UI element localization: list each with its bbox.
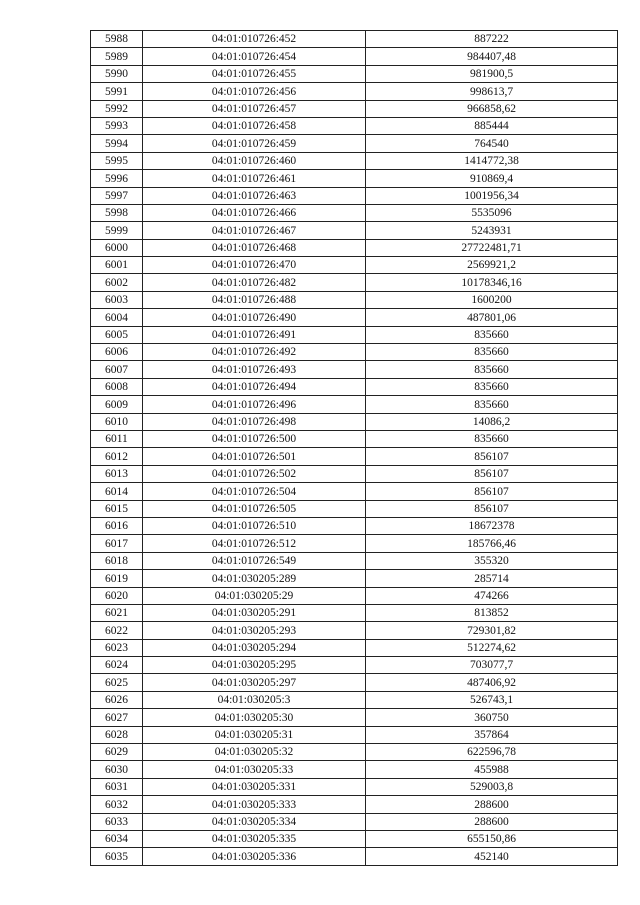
cadastral-value-cell: 285714 xyxy=(366,570,618,587)
table-row xyxy=(91,674,618,691)
cadastral-value-cell: 887222 xyxy=(366,31,618,48)
cadastral-number-cell: 04:01:010726:467 xyxy=(143,222,366,239)
cadastral-value-cell: 856107 xyxy=(366,500,618,517)
row-number-cell: 6035 xyxy=(91,848,143,865)
cadastral-number-cell: 04:01:010726:502 xyxy=(143,465,366,482)
cadastral-number-cell: 04:01:010726:456 xyxy=(143,83,366,100)
table-row xyxy=(91,517,618,534)
table-row xyxy=(91,587,618,604)
cadastral-value-cell: 288600 xyxy=(366,796,618,813)
cadastral-value-cell: 474266 xyxy=(366,587,618,604)
table-row xyxy=(91,187,618,204)
row-number-cell: 5992 xyxy=(91,100,143,117)
row-number-cell: 6016 xyxy=(91,517,143,534)
cadastral-value-cell: 360750 xyxy=(366,709,618,726)
row-number-cell: 6028 xyxy=(91,726,143,743)
cadastral-value-cell: 835660 xyxy=(366,361,618,378)
cadastral-number-cell: 04:01:010726:461 xyxy=(143,170,366,187)
cadastral-number-cell: 04:01:010726:459 xyxy=(143,135,366,152)
cadastral-number-cell: 04:01:010726:455 xyxy=(143,65,366,82)
row-number-cell: 6019 xyxy=(91,570,143,587)
cadastral-value-cell: 18672378 xyxy=(366,517,618,534)
cadastral-number-cell: 04:01:030205:32 xyxy=(143,744,366,761)
table-row xyxy=(91,691,618,708)
row-number-cell: 6002 xyxy=(91,274,143,291)
cadastral-number-cell: 04:01:030205:331 xyxy=(143,778,366,795)
cadastral-value-cell: 526743,1 xyxy=(366,691,618,708)
cadastral-value-cell: 355320 xyxy=(366,552,618,569)
row-number-cell: 6020 xyxy=(91,587,143,604)
table-row xyxy=(91,830,618,847)
cadastral-value-cell: 5243931 xyxy=(366,222,618,239)
cadastral-number-cell: 04:01:010726:470 xyxy=(143,257,366,274)
row-number-cell: 6008 xyxy=(91,378,143,395)
cadastral-number-cell: 04:01:010726:498 xyxy=(143,413,366,430)
row-number-cell: 6004 xyxy=(91,309,143,326)
cadastral-value-cell: 1001956,34 xyxy=(366,187,618,204)
table-row xyxy=(91,344,618,361)
table-row xyxy=(91,570,618,587)
table-row xyxy=(91,239,618,256)
cadastral-value-cell: 856107 xyxy=(366,483,618,500)
row-number-cell: 6003 xyxy=(91,291,143,308)
cadastral-value-cell: 856107 xyxy=(366,448,618,465)
row-number-cell: 6000 xyxy=(91,239,143,256)
cadastral-number-cell: 04:01:030205:336 xyxy=(143,848,366,865)
cadastral-value-cell: 835660 xyxy=(366,326,618,343)
cadastral-value-cell: 835660 xyxy=(366,344,618,361)
cadastral-number-cell: 04:01:030205:33 xyxy=(143,761,366,778)
table-row xyxy=(91,465,618,482)
row-number-cell: 6010 xyxy=(91,413,143,430)
cadastral-value-cell: 512274,62 xyxy=(366,639,618,656)
row-number-cell: 6024 xyxy=(91,657,143,674)
cadastral-value-cell: 981900,5 xyxy=(366,65,618,82)
table-row xyxy=(91,326,618,343)
cadastral-number-cell: 04:01:030205:335 xyxy=(143,830,366,847)
cadastral-number-cell: 04:01:030205:30 xyxy=(143,709,366,726)
table-row xyxy=(91,117,618,134)
cadastral-value-cell: 835660 xyxy=(366,430,618,447)
cadastral-value-cell: 357864 xyxy=(366,726,618,743)
row-number-cell: 5995 xyxy=(91,152,143,169)
row-number-cell: 6014 xyxy=(91,483,143,500)
cadastral-number-cell: 04:01:030205:333 xyxy=(143,796,366,813)
cadastral-value-cell: 185766,46 xyxy=(366,535,618,552)
table-row xyxy=(91,274,618,291)
cadastral-number-cell: 04:01:010726:494 xyxy=(143,378,366,395)
row-number-cell: 6031 xyxy=(91,778,143,795)
row-number-cell: 6027 xyxy=(91,709,143,726)
row-number-cell: 6022 xyxy=(91,622,143,639)
table-row xyxy=(91,222,618,239)
table-row xyxy=(91,483,618,500)
cadastral-number-cell: 04:01:030205:291 xyxy=(143,604,366,621)
cadastral-value-cell: 966858,62 xyxy=(366,100,618,117)
cadastral-number-cell: 04:01:010726:468 xyxy=(143,239,366,256)
row-number-cell: 5988 xyxy=(91,31,143,48)
row-number-cell: 6025 xyxy=(91,674,143,691)
cadastral-value-cell: 487801,06 xyxy=(366,309,618,326)
cadastral-number-cell: 04:01:030205:293 xyxy=(143,622,366,639)
table-row xyxy=(91,170,618,187)
row-number-cell: 5996 xyxy=(91,170,143,187)
cadastral-number-cell: 04:01:010726:500 xyxy=(143,430,366,447)
row-number-cell: 6012 xyxy=(91,448,143,465)
table-row xyxy=(91,413,618,430)
row-number-cell: 6030 xyxy=(91,761,143,778)
row-number-cell: 5997 xyxy=(91,187,143,204)
row-number-cell: 6032 xyxy=(91,796,143,813)
cadastral-number-cell: 04:01:010726:466 xyxy=(143,204,366,221)
cadastral-number-cell: 04:01:030205:294 xyxy=(143,639,366,656)
table-row xyxy=(91,848,618,865)
table-row xyxy=(91,552,618,569)
table-row xyxy=(91,726,618,743)
cadastral-number-cell: 04:01:010726:493 xyxy=(143,361,366,378)
cadastral-number-cell: 04:01:010726:501 xyxy=(143,448,366,465)
table-row xyxy=(91,622,618,639)
table-row xyxy=(91,500,618,517)
cadastral-value-cell: 703077,7 xyxy=(366,657,618,674)
cadastral-value-cell: 2569921,2 xyxy=(366,257,618,274)
table-row xyxy=(91,535,618,552)
cadastral-number-cell: 04:01:010726:490 xyxy=(143,309,366,326)
cadastral-value-cell: 998613,7 xyxy=(366,83,618,100)
row-number-cell: 6013 xyxy=(91,465,143,482)
table-row xyxy=(91,257,618,274)
cadastral-number-cell: 04:01:010726:512 xyxy=(143,535,366,552)
row-number-cell: 5993 xyxy=(91,117,143,134)
cadastral-value-cell: 10178346,16 xyxy=(366,274,618,291)
cadastral-number-cell: 04:01:010726:460 xyxy=(143,152,366,169)
cadastral-value-cell: 288600 xyxy=(366,813,618,830)
cadastral-value-cell: 764540 xyxy=(366,135,618,152)
cadastral-value-cell: 14086,2 xyxy=(366,413,618,430)
table-row xyxy=(91,744,618,761)
row-number-cell: 6033 xyxy=(91,813,143,830)
table-row xyxy=(91,778,618,795)
cadastral-number-cell: 04:01:010726:452 xyxy=(143,31,366,48)
row-number-cell: 6015 xyxy=(91,500,143,517)
cadastral-number-cell: 04:01:010726:463 xyxy=(143,187,366,204)
row-number-cell: 6009 xyxy=(91,396,143,413)
row-number-cell: 6034 xyxy=(91,830,143,847)
table-row xyxy=(91,361,618,378)
table-row xyxy=(91,309,618,326)
table-row xyxy=(91,31,618,48)
row-number-cell: 6021 xyxy=(91,604,143,621)
cadastral-value-cell: 729301,82 xyxy=(366,622,618,639)
row-number-cell: 6023 xyxy=(91,639,143,656)
row-number-cell: 6026 xyxy=(91,691,143,708)
row-number-cell: 6001 xyxy=(91,257,143,274)
cadastral-number-cell: 04:01:010726:457 xyxy=(143,100,366,117)
cadastral-value-cell: 27722481,71 xyxy=(366,239,618,256)
cadastral-value-cell: 455988 xyxy=(366,761,618,778)
cadastral-number-cell: 04:01:030205:289 xyxy=(143,570,366,587)
cadastral-value-cell: 452140 xyxy=(366,848,618,865)
row-number-cell: 5994 xyxy=(91,135,143,152)
cadastral-value-cell: 856107 xyxy=(366,465,618,482)
cadastral-number-cell: 04:01:010726:504 xyxy=(143,483,366,500)
table-row xyxy=(91,813,618,830)
table-row xyxy=(91,65,618,82)
row-number-cell: 6006 xyxy=(91,344,143,361)
table-row xyxy=(91,761,618,778)
cadastral-number-cell: 04:01:010726:482 xyxy=(143,274,366,291)
cadastral-number-cell: 04:01:010726:510 xyxy=(143,517,366,534)
cadastral-number-cell: 04:01:010726:458 xyxy=(143,117,366,134)
cadastral-number-cell: 04:01:030205:297 xyxy=(143,674,366,691)
row-number-cell: 5998 xyxy=(91,204,143,221)
table-row xyxy=(91,152,618,169)
cadastral-value-cell: 487406,92 xyxy=(366,674,618,691)
cadastral-value-cell: 622596,78 xyxy=(366,744,618,761)
cadastral-number-cell: 04:01:010726:491 xyxy=(143,326,366,343)
table-row xyxy=(91,291,618,308)
cadastral-value-cell: 835660 xyxy=(366,378,618,395)
row-number-cell: 6005 xyxy=(91,326,143,343)
cadastral-value-cell: 655150,86 xyxy=(366,830,618,847)
row-number-cell: 6029 xyxy=(91,744,143,761)
cadastral-number-cell: 04:01:030205:29 xyxy=(143,587,366,604)
table-body xyxy=(91,31,618,866)
cadastral-number-cell: 04:01:010726:496 xyxy=(143,396,366,413)
cadastral-value-cell: 910869,4 xyxy=(366,170,618,187)
row-number-cell: 6011 xyxy=(91,430,143,447)
row-number-cell: 5989 xyxy=(91,48,143,65)
cadastral-value-cell: 835660 xyxy=(366,396,618,413)
table-row xyxy=(91,430,618,447)
table-row xyxy=(91,204,618,221)
row-number-cell: 6018 xyxy=(91,552,143,569)
table-row xyxy=(91,378,618,395)
cadastral-number-cell: 04:01:010726:454 xyxy=(143,48,366,65)
cadastral-number-cell: 04:01:010726:505 xyxy=(143,500,366,517)
table-row xyxy=(91,396,618,413)
cadastral-value-cell: 885444 xyxy=(366,117,618,134)
table-row xyxy=(91,796,618,813)
table-row xyxy=(91,639,618,656)
cadastral-number-cell: 04:01:010726:488 xyxy=(143,291,366,308)
cadastral-value-cell: 529003,8 xyxy=(366,778,618,795)
row-number-cell: 6017 xyxy=(91,535,143,552)
cadastral-number-cell: 04:01:030205:334 xyxy=(143,813,366,830)
row-number-cell: 5999 xyxy=(91,222,143,239)
table-row xyxy=(91,100,618,117)
table-row xyxy=(91,657,618,674)
cadastral-value-cell: 1414772,38 xyxy=(366,152,618,169)
row-number-cell: 6007 xyxy=(91,361,143,378)
row-number-cell: 5990 xyxy=(91,65,143,82)
table-row xyxy=(91,448,618,465)
cadastral-value-cell: 813852 xyxy=(366,604,618,621)
row-number-cell: 5991 xyxy=(91,83,143,100)
cadastral-value-cell: 1600200 xyxy=(366,291,618,308)
cadastral-value-cell: 5535096 xyxy=(366,204,618,221)
cadastral-number-cell: 04:01:030205:295 xyxy=(143,657,366,674)
cadastral-value-table xyxy=(90,30,618,866)
cadastral-number-cell: 04:01:010726:492 xyxy=(143,344,366,361)
table-row xyxy=(91,83,618,100)
cadastral-number-cell: 04:01:030205:31 xyxy=(143,726,366,743)
table-row xyxy=(91,48,618,65)
cadastral-value-cell: 984407,48 xyxy=(366,48,618,65)
table-row xyxy=(91,135,618,152)
cadastral-number-cell: 04:01:030205:3 xyxy=(143,691,366,708)
table-row xyxy=(91,604,618,621)
table-row xyxy=(91,709,618,726)
cadastral-number-cell: 04:01:010726:549 xyxy=(143,552,366,569)
